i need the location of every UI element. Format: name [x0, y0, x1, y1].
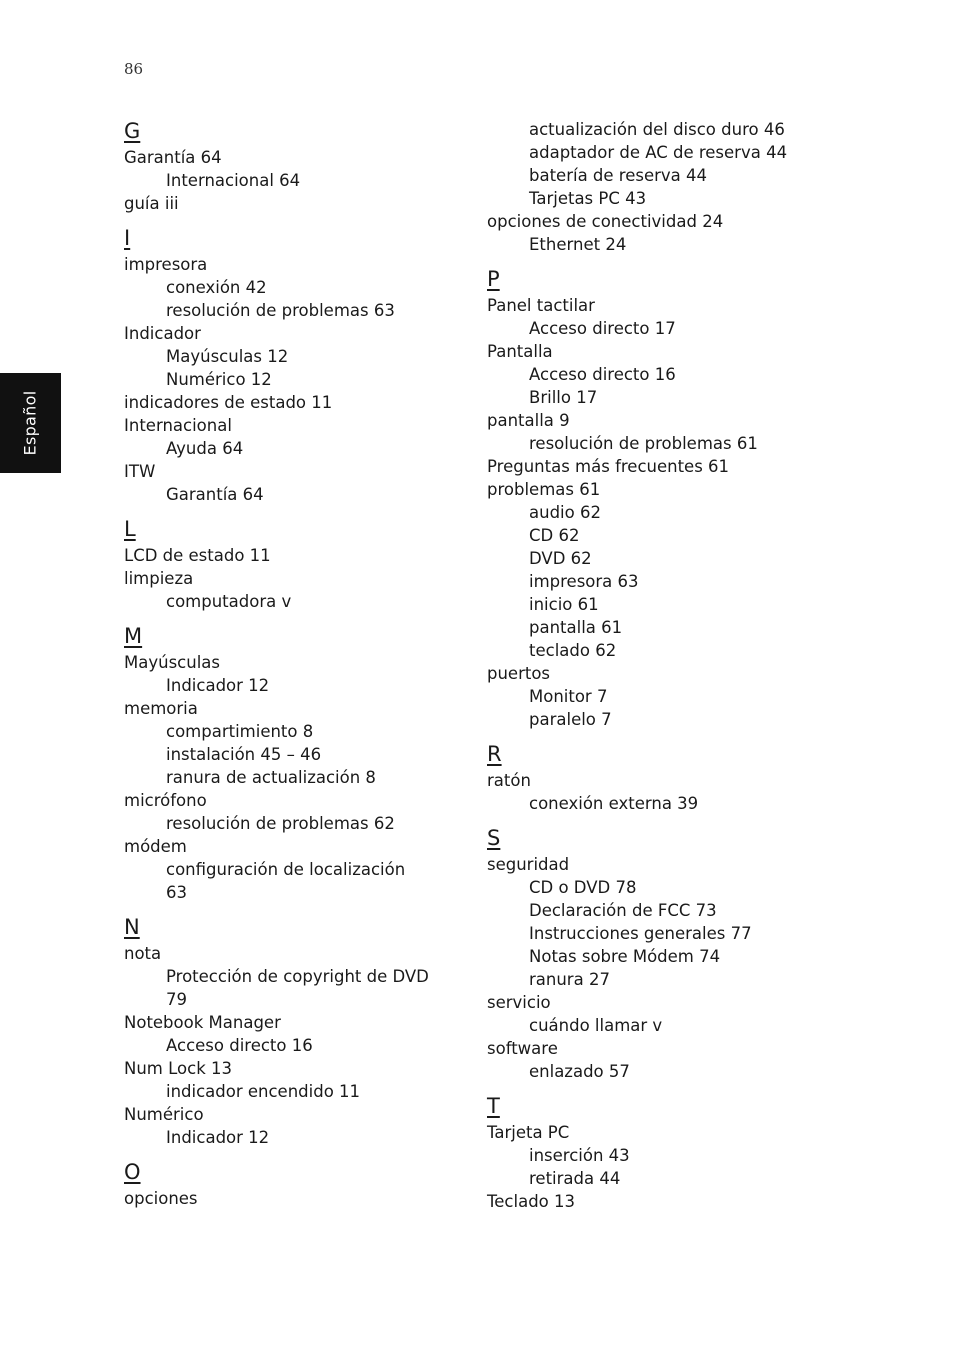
index-subentry: Monitor 7	[529, 687, 608, 706]
index-subentry: Acceso directo 16	[529, 365, 676, 384]
index-entry: Preguntas más frecuentes 61	[487, 457, 730, 476]
index-entry: impresora	[124, 255, 208, 274]
index-section	[487, 1091, 847, 1213]
index-subentry: batería de reserva 44	[529, 166, 708, 185]
index-subentry: retirada 44	[529, 1169, 621, 1188]
index-letter-heading: M	[124, 624, 143, 648]
index-entry: software	[487, 1039, 558, 1058]
index-section	[124, 912, 464, 1149]
index-section	[124, 1157, 464, 1210]
index-entry: servicio	[487, 993, 551, 1012]
index-entry: indicadores de estado 11	[124, 393, 333, 412]
index-subentry: audio 62	[529, 503, 601, 522]
index-subentry: Brillo 17	[529, 388, 598, 407]
index-subentry: resolución de problemas 62	[166, 814, 395, 833]
index-subentry: Acceso directo 16	[166, 1036, 313, 1055]
index-entry: ITW	[124, 462, 156, 481]
index-entry: Internacional	[124, 416, 232, 435]
index-subentry: conexión 42	[166, 278, 267, 297]
index-column-left	[124, 116, 464, 1210]
index-entry: nota	[124, 944, 162, 963]
index-entry: guía iii	[124, 194, 179, 213]
index-subentry: resolución de problemas 61	[529, 434, 758, 453]
index-letter-heading: G	[124, 119, 141, 143]
index-entry: Numérico	[124, 1105, 204, 1124]
index-entry: Mayúsculas	[124, 653, 220, 672]
index-subentry: impresora 63	[529, 572, 639, 591]
index-subentry: Mayúsculas 12	[166, 347, 289, 366]
index-subentry: Ethernet 24	[529, 235, 627, 254]
index-letter-heading: T	[487, 1094, 500, 1118]
language-side-tab-label: Español	[20, 390, 40, 456]
index-entry: Tarjeta PC	[487, 1123, 570, 1142]
index-subentry: indicador encendido 11	[166, 1082, 361, 1101]
index-subentry: pantalla 61	[529, 618, 623, 637]
index-entry: opciones de conectividad 24	[487, 212, 724, 231]
index-subentry: Ayuda 64	[166, 439, 244, 458]
index-subentry: Internacional 64	[166, 171, 301, 190]
index-entry: Indicador	[124, 324, 201, 343]
index-subentry: DVD 62	[529, 549, 592, 568]
index-section	[487, 118, 847, 256]
index-subentry: Tarjetas PC 43	[529, 189, 647, 208]
index-entry: memoria	[124, 699, 198, 718]
index-subentry: 63	[166, 883, 187, 902]
index-subentry: 79	[166, 990, 187, 1009]
index-subentry: paralelo 7	[529, 710, 612, 729]
index-letter-heading: P	[487, 267, 500, 291]
index-subentry: ranura de actualización 8	[166, 768, 376, 787]
index-subentry: inicio 61	[529, 595, 599, 614]
index-section	[487, 264, 847, 731]
index-section	[487, 739, 847, 815]
index-subentry: Instrucciones generales 77	[529, 924, 752, 943]
index-subentry: ranura 27	[529, 970, 610, 989]
index-letter-heading: O	[124, 1160, 141, 1184]
index-entry: seguridad	[487, 855, 570, 874]
index-entry: problemas 61	[487, 480, 601, 499]
index-entry: LCD de estado 11	[124, 546, 271, 565]
page-number: 86	[124, 60, 144, 78]
index-column-right	[487, 116, 847, 1213]
index-section	[124, 621, 464, 904]
index-entry: Panel tactilar	[487, 296, 595, 315]
index-subentry: inserción 43	[529, 1146, 630, 1165]
index-entry: Num Lock 13	[124, 1059, 232, 1078]
index-entry: Pantalla	[487, 342, 553, 361]
index-section	[124, 514, 464, 613]
index-letter-heading: N	[124, 915, 140, 939]
index-entry: puertos	[487, 664, 551, 683]
index-section	[124, 116, 464, 215]
index-entry: limpieza	[124, 569, 194, 588]
index-letter-heading: S	[487, 826, 501, 850]
index-section	[487, 823, 847, 1083]
index-entry: pantalla 9	[487, 411, 570, 430]
index-letter-heading: I	[124, 226, 131, 250]
index-section	[124, 223, 464, 506]
index-subentry: Protección de copyright de DVD	[166, 967, 429, 986]
index-subentry: Indicador 12	[166, 1128, 270, 1147]
language-side-tab	[0, 373, 61, 473]
index-subentry: adaptador de AC de reserva 44	[529, 143, 788, 162]
index-subentry: CD 62	[529, 526, 580, 545]
index-entry: ratón	[487, 771, 531, 790]
index-subentry: Notas sobre Módem 74	[529, 947, 721, 966]
index-letter-heading: R	[487, 742, 502, 766]
index-subentry: Garantía 64	[166, 485, 264, 504]
index-subentry: compartimiento 8	[166, 722, 314, 741]
index-subentry: computadora v	[166, 592, 292, 611]
index-subentry: cuándo llamar v	[529, 1016, 663, 1035]
index-entry: micrófono	[124, 791, 207, 810]
index-subentry: Numérico 12	[166, 370, 272, 389]
index-subentry: teclado 62	[529, 641, 617, 660]
index-subentry: Declaración de FCC 73	[529, 901, 717, 920]
index-subentry: conexión externa 39	[529, 794, 699, 813]
index-letter-heading: L	[124, 517, 136, 541]
index-subentry: enlazado 57	[529, 1062, 630, 1081]
index-entry: Teclado 13	[487, 1192, 576, 1211]
index-subentry: resolución de problemas 63	[166, 301, 395, 320]
index-entry: opciones	[124, 1189, 198, 1208]
index-subentry: configuración de localización	[166, 860, 406, 879]
index-entry: Garantía 64	[124, 148, 222, 167]
index-subentry: actualización del disco duro 46	[529, 120, 785, 139]
index-subentry: instalación 45 – 46	[166, 745, 322, 764]
index-subentry: Indicador 12	[166, 676, 270, 695]
index-subentry: Acceso directo 17	[529, 319, 676, 338]
index-subentry: CD o DVD 78	[529, 878, 637, 897]
index-entry: módem	[124, 837, 187, 856]
index-entry: Notebook Manager	[124, 1013, 281, 1032]
